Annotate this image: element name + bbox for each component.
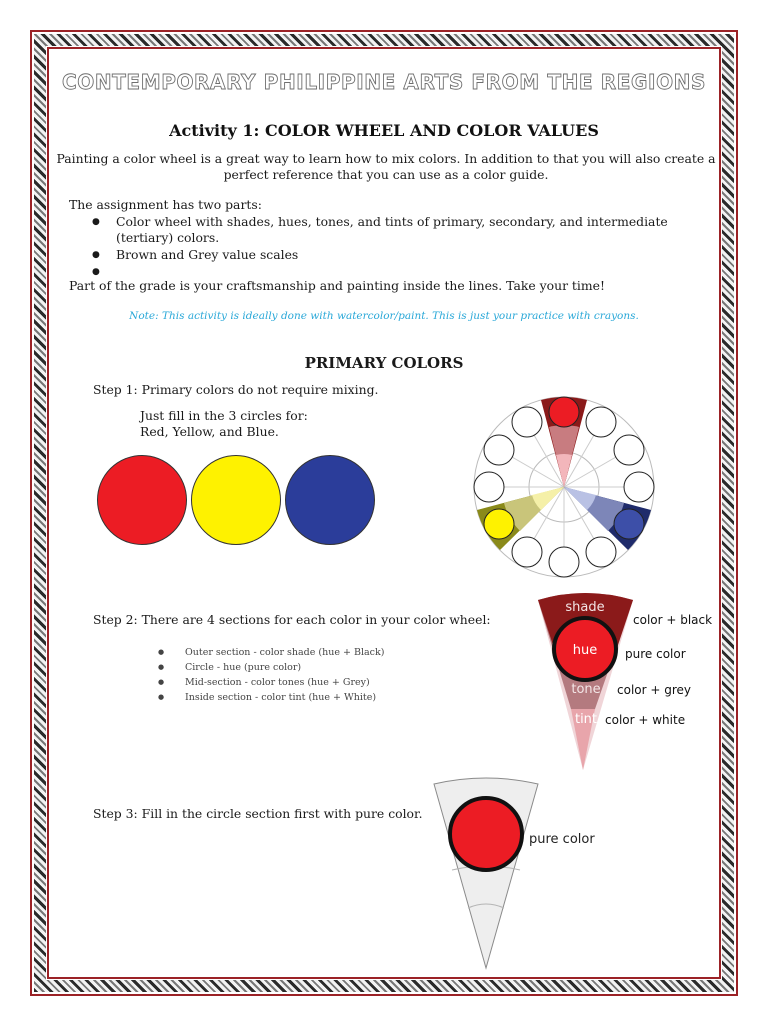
activity-title: Activity 1: COLOR WHEEL AND COLOR VALUES: [169, 121, 599, 140]
parts-intro: The assignment has two parts:: [69, 197, 262, 212]
shade-description: color + black: [633, 613, 713, 627]
blue-circle: [285, 455, 375, 545]
yellow-circle: [191, 455, 281, 545]
color-wheel-diagram: [462, 390, 667, 585]
crayon-note: Note: This activity is ideally done with watercolor/paint. This is just your practice with crayons.: [129, 310, 639, 322]
step1-text: Step 1: Primary colors do not require mixing.: [93, 382, 379, 397]
list-item: ● Outer section - color shade (hue + Black): [158, 645, 384, 660]
list-item: ● Inside section - color tint (hue + White): [158, 690, 384, 705]
color-values-wedge-diagram: [535, 592, 725, 772]
step1-instruction-line: Red, Yellow, and Blue.: [140, 424, 279, 439]
section-title-primary-colors: PRIMARY COLORS: [304, 354, 464, 372]
step1-instruction-line: Just fill in the 3 circles for:: [140, 408, 308, 423]
step3-text: Step 3: Fill in the circle section first with pure color.: [93, 806, 423, 821]
pure-color-circle: [450, 798, 522, 870]
hue-label: hue: [572, 643, 598, 658]
tone-label: tone: [571, 682, 601, 697]
color-sections-list: [158, 645, 384, 705]
list-item: ● Brown and Grey value scales: [92, 247, 712, 263]
intro-paragraph: Painting a color wheel is a great way to learn how to mix colors. In addition to that you will also create a perfect reference that you can use as a color guide.: [56, 151, 716, 182]
hue-description: pure color: [625, 647, 686, 661]
tint-label: tint: [574, 712, 598, 727]
red-circle: [97, 455, 187, 545]
step1-instructions: [140, 408, 308, 440]
pure-color-label: pure color: [529, 832, 595, 847]
page-title: CONTEMPORARY PHILIPPINE ARTS FROM THE REGIONS: [61, 70, 707, 94]
shade-label: shade: [565, 600, 605, 615]
grade-note: Part of the grade is your craftsmanship and painting inside the lines. Take your time!: [69, 278, 605, 293]
list-item: ● Color wheel with shades, hues, tones, and tints of primary, secondary, and intermediate (tertiary) colors.: [92, 214, 712, 246]
step2-text: Step 2: There are 4 sections for each color in your color wheel:: [93, 612, 491, 627]
list-item: ● Circle - hue (pure color): [158, 660, 384, 675]
pure-color-wedge-diagram: [430, 776, 610, 972]
assignment-parts-list: [92, 214, 712, 281]
tint-description: color + white: [605, 713, 686, 727]
tone-description: color + grey: [617, 683, 692, 697]
list-item: ● Mid-section - color tones (hue + Grey): [158, 675, 384, 690]
